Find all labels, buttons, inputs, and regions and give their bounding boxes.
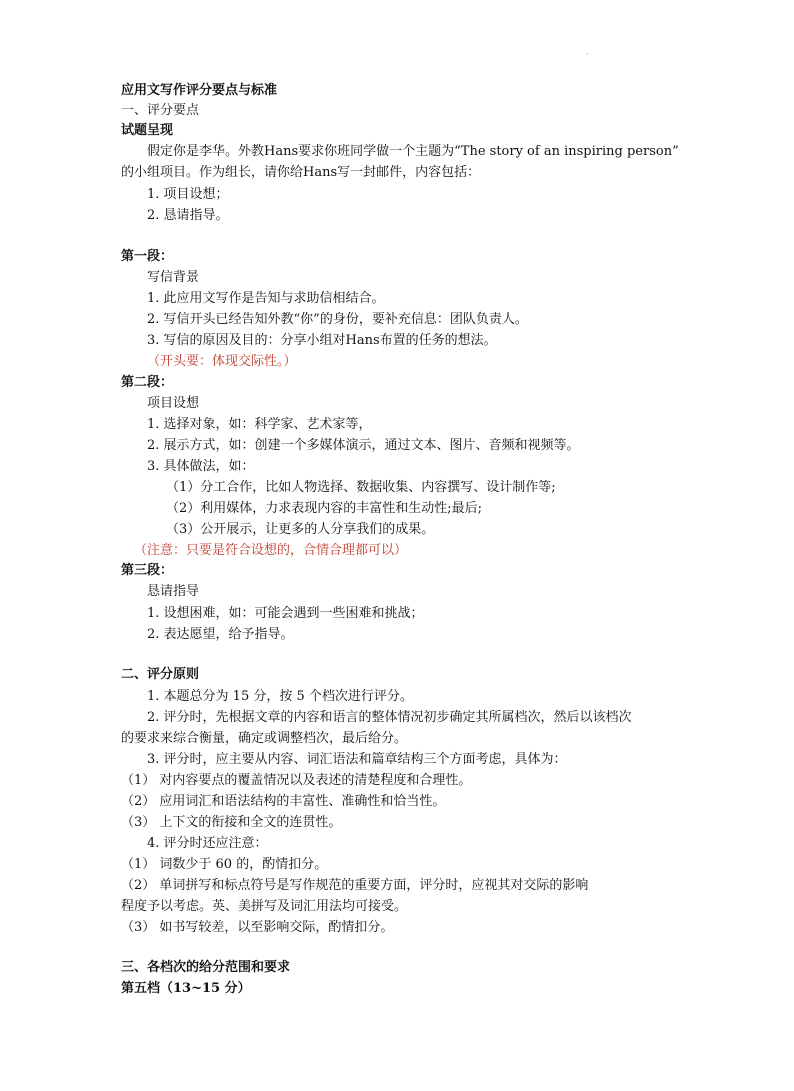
section2-line: 1. 本题总分为 15 分，按 5 个档次进行评分。 (147, 689, 413, 704)
para2-subitem: （2）利用媒体，力求表现内容的丰富性和生动性;最后; (166, 501, 483, 516)
para1-item: 3. 写信的原因及目的：分享小组对Hans布置的任务的想法。 (147, 333, 497, 348)
para3-item: 2. 表达愿望，给予指导。 (147, 627, 294, 642)
prompt-line-1: 假定你是李华。外教Hans要求你班同学做一个主题为“The story of an inspiring person” (147, 144, 679, 159)
section3-heading: 三、各档次的给分范围和要求 (121, 960, 291, 975)
section2-heading: 二、评分原则 (121, 667, 200, 682)
prompt-item: 2. 恳请指导。 (147, 208, 229, 223)
section2-line: （1） 词数少于 60 的，酌情扣分。 (121, 857, 328, 872)
para2-heading: 第二段： (121, 375, 174, 390)
para1-item: 2. 写信开头已经告知外教“你”的身份，要补充信息：团队负责人。 (147, 312, 528, 327)
section2-line: 2. 评分时，先根据文章的内容和语言的整体情况初步确定其所属档次，然后以该档次 (147, 710, 632, 725)
para1-item: 1. 此应用文写作是告知与求助信相结合。 (147, 291, 385, 306)
para2-item: 1. 选择对象，如：科学家、艺术家等， (147, 417, 372, 432)
para3-item: 1. 设想困难，如：可能会遇到一些困难和挑战； (147, 606, 424, 621)
para2-subitem: （3）公开展示，让更多的人分享我们的成果。 (166, 522, 435, 537)
section2-line: 程度予以考虑。英、美拼写及词汇用法均可接受。 (121, 899, 408, 914)
prompt-line-2: 的小组项目。作为组长，请你给Hans写一封邮件，内容包括： (121, 165, 481, 180)
prompt-heading: 试题呈现 (121, 123, 174, 138)
para2-item: 3. 具体做法，如： (147, 459, 255, 474)
para2-note: （注意：只要是符合设想的，合情合理都可以） (134, 543, 408, 558)
document-title: 应用文写作评分要点与标准 (121, 83, 278, 98)
section2-line: 4. 评分时还应注意： (147, 836, 268, 851)
section2-line: 的要求来综合衡量，确定或调整档次，最后给分。 (121, 731, 408, 746)
section1-heading: 一、评分要点 (121, 103, 200, 118)
para2-item: 2. 展示方式，如：创建一个多媒体演示，通过文本、图片、音频和视频等。 (147, 438, 580, 453)
para2-subheading: 项目设想 (147, 396, 200, 411)
para1-note: （开头要：体现交际性。） (147, 354, 297, 369)
para1-subheading: 写信背景 (147, 270, 200, 285)
section2-line: 3. 评分时，应主要从内容、词汇语法和篇章结构三个方面考虑，具体为： (147, 752, 567, 767)
para3-heading: 第三段： (121, 563, 174, 578)
section2-line: （2） 单词拼写和标点符号是写作规范的重要方面，评分时，应视其对交际的影响 (121, 878, 589, 893)
section2-line: （1） 对内容要点的覆盖情况以及表述的清楚程度和合理性。 (121, 773, 472, 788)
para1-heading: 第一段： (121, 249, 174, 264)
section2-line: （3） 如书写较差，以至影响交际，酌情扣分。 (121, 920, 394, 935)
section2-line: （3） 上下文的衔接和全文的连贯性。 (121, 815, 342, 830)
para2-subitem: （1）分工合作，比如人物选择、数据收集、内容撰写、设计制作等; (166, 480, 556, 495)
corner-mark: · (586, 50, 589, 60)
prompt-item: 1. 项目设想； (147, 187, 229, 202)
tier-heading: 第五档（13~15 分） (121, 981, 251, 996)
para3-subheading: 恳请指导 (147, 584, 200, 599)
section2-line: （2） 应用词汇和语法结构的丰富性、准确性和恰当性。 (121, 794, 446, 809)
